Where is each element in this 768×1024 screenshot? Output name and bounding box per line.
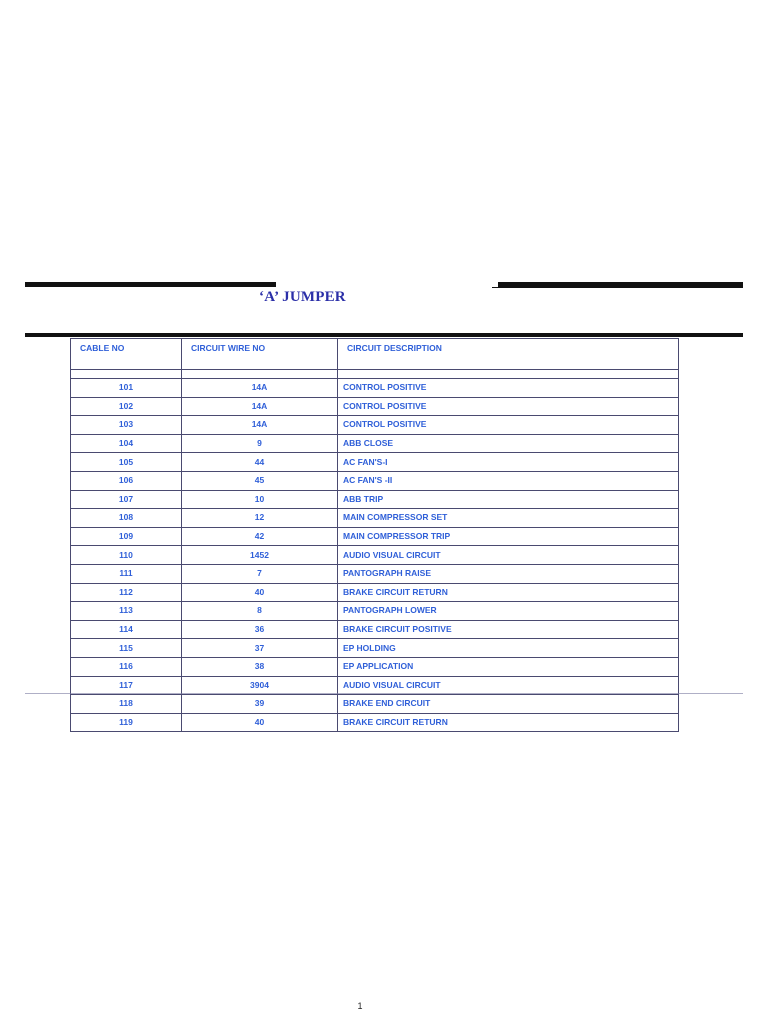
- circuit-description-cell: MAIN COMPRESSOR TRIP: [338, 527, 679, 546]
- circuit-description-cell: MAIN COMPRESSOR SET: [338, 509, 679, 528]
- circuit-description-cell: AUDIO VISUAL CIRCUIT: [338, 546, 679, 565]
- table-row: [71, 397, 679, 416]
- cable-no-cell: 102: [71, 397, 182, 416]
- cable-no-cell: 113: [71, 602, 182, 621]
- jumper-table: [70, 338, 679, 732]
- circuit-description-cell: BRAKE END CIRCUIT: [338, 695, 679, 714]
- table-header-row: [71, 339, 679, 370]
- circuit-wire-no-cell: 38: [182, 657, 338, 676]
- cable-no-cell: 115: [71, 639, 182, 658]
- circuit-description-cell: BRAKE CIRCUIT POSITIVE: [338, 620, 679, 639]
- cable-no-cell: 104: [71, 434, 182, 453]
- circuit-description-cell: CONTROL POSITIVE: [338, 416, 679, 435]
- circuit-wire-no-cell: 14A: [182, 379, 338, 398]
- table-row: [71, 602, 679, 621]
- circuit-wire-no-cell: 14A: [182, 397, 338, 416]
- table-row: [71, 546, 679, 565]
- circuit-wire-no-cell: 45: [182, 471, 338, 490]
- cable-no-cell: 111: [71, 564, 182, 583]
- circuit-description-cell: AUDIO VISUAL CIRCUIT: [338, 676, 679, 695]
- spacer-cell: [182, 370, 338, 379]
- circuit-description-cell: AC FAN'S-I: [338, 453, 679, 472]
- circuit-wire-no-cell: 36: [182, 620, 338, 639]
- circuit-description-cell: BRAKE CIRCUIT RETURN: [338, 713, 679, 732]
- circuit-wire-no-cell: 3904: [182, 676, 338, 695]
- circuit-description-cell: AC FAN'S -II: [338, 471, 679, 490]
- header-cable-no: CABLE NO: [71, 339, 182, 370]
- table-body: [71, 370, 679, 732]
- table-row: [71, 434, 679, 453]
- circuit-wire-no-cell: 10: [182, 490, 338, 509]
- circuit-description-cell: CONTROL POSITIVE: [338, 379, 679, 398]
- document-title: ‘A’ JUMPER: [259, 289, 346, 305]
- circuit-wire-no-cell: 7: [182, 564, 338, 583]
- spacer-cell: [338, 370, 679, 379]
- circuit-wire-no-cell: 40: [182, 713, 338, 732]
- table-row: [71, 676, 679, 695]
- page-number: 1: [357, 1001, 363, 1011]
- circuit-description-cell: BRAKE CIRCUIT RETURN: [338, 583, 679, 602]
- circuit-wire-no-cell: 44: [182, 453, 338, 472]
- cable-no-cell: 108: [71, 509, 182, 528]
- cable-no-cell: 107: [71, 490, 182, 509]
- cable-no-cell: 118: [71, 695, 182, 714]
- circuit-description-cell: EP HOLDING: [338, 639, 679, 658]
- table-row: [71, 564, 679, 583]
- circuit-description-cell: EP APPLICATION: [338, 657, 679, 676]
- circuit-wire-no-cell: 37: [182, 639, 338, 658]
- table-row: [71, 471, 679, 490]
- table-row: [71, 416, 679, 435]
- circuit-description-cell: PANTOGRAPH LOWER: [338, 602, 679, 621]
- top-rule-left: [25, 282, 276, 287]
- cable-no-cell: 112: [71, 583, 182, 602]
- circuit-wire-no-cell: 8: [182, 602, 338, 621]
- cable-no-cell: 117: [71, 676, 182, 695]
- circuit-description-cell: PANTOGRAPH RAISE: [338, 564, 679, 583]
- circuit-wire-no-cell: 39: [182, 695, 338, 714]
- spacer-cell: [71, 370, 182, 379]
- circuit-wire-no-cell: 40: [182, 583, 338, 602]
- cable-no-cell: 101: [71, 379, 182, 398]
- cable-no-cell: 114: [71, 620, 182, 639]
- cable-no-cell: 105: [71, 453, 182, 472]
- circuit-wire-no-cell: 9: [182, 434, 338, 453]
- circuit-wire-no-cell: 14A: [182, 416, 338, 435]
- table-row: [71, 527, 679, 546]
- circuit-description-cell: ABB TRIP: [338, 490, 679, 509]
- table-row: [71, 583, 679, 602]
- circuit-description-cell: ABB CLOSE: [338, 434, 679, 453]
- table-row: [71, 639, 679, 658]
- title-underline: [25, 333, 743, 337]
- table-row: [71, 657, 679, 676]
- cable-no-cell: 103: [71, 416, 182, 435]
- circuit-description-cell: CONTROL POSITIVE: [338, 397, 679, 416]
- cable-no-cell: 119: [71, 713, 182, 732]
- header-circuit-wire-no: CIRCUIT WIRE NO: [182, 339, 338, 370]
- circuit-wire-no-cell: 42: [182, 527, 338, 546]
- table-row: [71, 695, 679, 714]
- table-spacer-row: [71, 370, 679, 379]
- cable-no-cell: 110: [71, 546, 182, 565]
- header-circuit-description: CIRCUIT DESCRIPTION: [338, 339, 679, 370]
- cable-no-cell: 109: [71, 527, 182, 546]
- table-row: [71, 379, 679, 398]
- table-row: [71, 490, 679, 509]
- cable-no-cell: 116: [71, 657, 182, 676]
- table-row: [71, 713, 679, 732]
- table-row: [71, 509, 679, 528]
- top-rule-right: [498, 282, 743, 288]
- strike-through-line: [25, 693, 743, 694]
- table-row: [71, 453, 679, 472]
- circuit-wire-no-cell: 1452: [182, 546, 338, 565]
- top-rule-stub: [492, 287, 500, 288]
- table-row: [71, 620, 679, 639]
- circuit-wire-no-cell: 12: [182, 509, 338, 528]
- cable-no-cell: 106: [71, 471, 182, 490]
